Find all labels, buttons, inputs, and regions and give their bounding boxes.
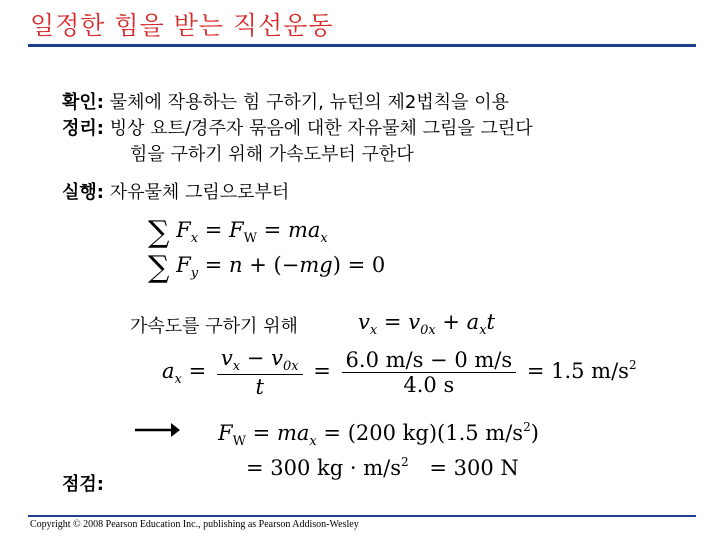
- title-underline: [28, 44, 696, 47]
- 0x-subscript: 0x: [420, 323, 436, 338]
- velocity-symbol: v: [220, 346, 233, 370]
- setup-line-1: [62, 114, 533, 140]
- equals-sign: =: [246, 456, 264, 480]
- fraction-numerator: 6.0 m/s − 0 m/s: [342, 348, 517, 373]
- copyright-notice: Copyright © 2008 Pearson Education Inc., publishing as Pearson Addison-Wesley: [30, 519, 359, 530]
- x-subscript: x: [369, 323, 378, 338]
- force-symbol: F: [176, 253, 191, 277]
- setup-label: 정리:: [62, 118, 104, 139]
- wind-force-symbol: F: [229, 218, 244, 242]
- execute-text: 자유물체 그림으로부터: [109, 182, 290, 203]
- equals-sign: =: [252, 421, 271, 445]
- equals-sign: =: [347, 253, 366, 277]
- mass-symbol: m: [287, 218, 308, 242]
- close-paren: ): [332, 253, 341, 277]
- equation-acceleration: [162, 346, 637, 399]
- x-subscript: x: [190, 231, 199, 246]
- squared-superscript: 2: [401, 455, 409, 469]
- setup-text-1: 빙상 요트/경주자 묶음에 대한 자유물체 그림을 그린다: [109, 118, 533, 139]
- x-subscript: x: [320, 231, 328, 246]
- normal-force-symbol: n: [229, 253, 243, 277]
- accel-symbol: a: [307, 218, 321, 242]
- wind-force-symbol: F: [218, 421, 233, 445]
- accel-value: (1.5 m/s: [437, 421, 524, 445]
- equals-sign: =: [204, 218, 223, 242]
- plus-sign: +: [249, 253, 267, 277]
- identify-line: [62, 88, 509, 114]
- equals-sign: =: [313, 359, 331, 383]
- accel-intro-text: 가속도를 구하기 위해: [130, 316, 298, 337]
- acceleration-result: 1.5 m/s: [551, 359, 629, 383]
- execute-line: [62, 178, 289, 204]
- fraction-denominator: 4.0 s: [403, 373, 455, 397]
- velocity-symbol: v: [358, 310, 370, 334]
- x-subscript: x: [232, 359, 241, 374]
- plus-sign: +: [442, 310, 460, 334]
- equation-velocity: [358, 310, 495, 338]
- zero-value: 0: [371, 253, 386, 277]
- fraction-symbolic: [217, 346, 303, 399]
- sigma-symbol: ∑: [148, 215, 170, 250]
- slide-title: 일정한 힘을 받는 직선운동: [30, 11, 334, 40]
- footer-rule: [28, 515, 696, 517]
- identify-text: 물체에 작용하는 힘 구하기, 뉴턴의 제2법칙을 이용: [109, 92, 509, 113]
- equation-force-1: [218, 420, 539, 449]
- equals-sign: =: [526, 359, 545, 383]
- force-symbol: F: [176, 218, 191, 242]
- sigma-symbol: ∑: [148, 250, 170, 285]
- equation-force-2: [246, 455, 519, 480]
- mass-value: (200 kg): [347, 421, 438, 445]
- weight-symbol: mg: [299, 253, 333, 277]
- 0x-subscript: 0x: [282, 359, 299, 374]
- right-arrow-icon: [135, 420, 180, 440]
- fraction-numeric: [342, 348, 517, 397]
- equals-sign: =: [383, 310, 402, 334]
- initial-velocity-symbol: v: [408, 310, 421, 334]
- minus-sign: −: [246, 346, 265, 370]
- x-subscript: x: [479, 323, 487, 338]
- accel-symbol: a: [296, 421, 310, 445]
- y-subscript: y: [190, 266, 199, 281]
- force-product-value: 300 kg · m/s: [270, 456, 402, 480]
- initial-velocity-symbol: v: [271, 346, 283, 370]
- fraction-denominator: t: [255, 375, 264, 399]
- identify-label: 확인:: [62, 92, 104, 113]
- equals-sign: =: [323, 421, 342, 445]
- close-paren: ): [530, 421, 539, 445]
- squared-superscript: 2: [628, 358, 637, 372]
- equals-sign: =: [204, 253, 223, 277]
- setup-text-2: 힘을 구하기 위해 가속도부터 구한다: [130, 144, 414, 165]
- open-paren: (: [273, 253, 282, 277]
- minus-sign: −: [281, 253, 300, 277]
- fraction-numerator: [217, 346, 303, 375]
- w-subscript: W: [243, 231, 257, 246]
- squared-superscript: 2: [523, 420, 531, 434]
- equals-sign: =: [429, 456, 447, 480]
- x-subscript: x: [309, 434, 317, 449]
- time-symbol: t: [486, 310, 495, 334]
- equation-sum-fx: [148, 215, 328, 250]
- accel-symbol: a: [466, 310, 480, 334]
- evaluate-label: 점검:: [62, 474, 104, 495]
- execute-label: 실행:: [62, 182, 104, 203]
- equation-sum-fy: [148, 250, 385, 285]
- equals-sign: =: [263, 218, 282, 242]
- equals-sign: =: [188, 359, 207, 383]
- accel-symbol: a: [162, 359, 175, 383]
- x-subscript: x: [174, 372, 182, 387]
- w-subscript: W: [232, 434, 246, 449]
- force-result: 300 N: [453, 456, 519, 480]
- mass-symbol: m: [276, 421, 297, 445]
